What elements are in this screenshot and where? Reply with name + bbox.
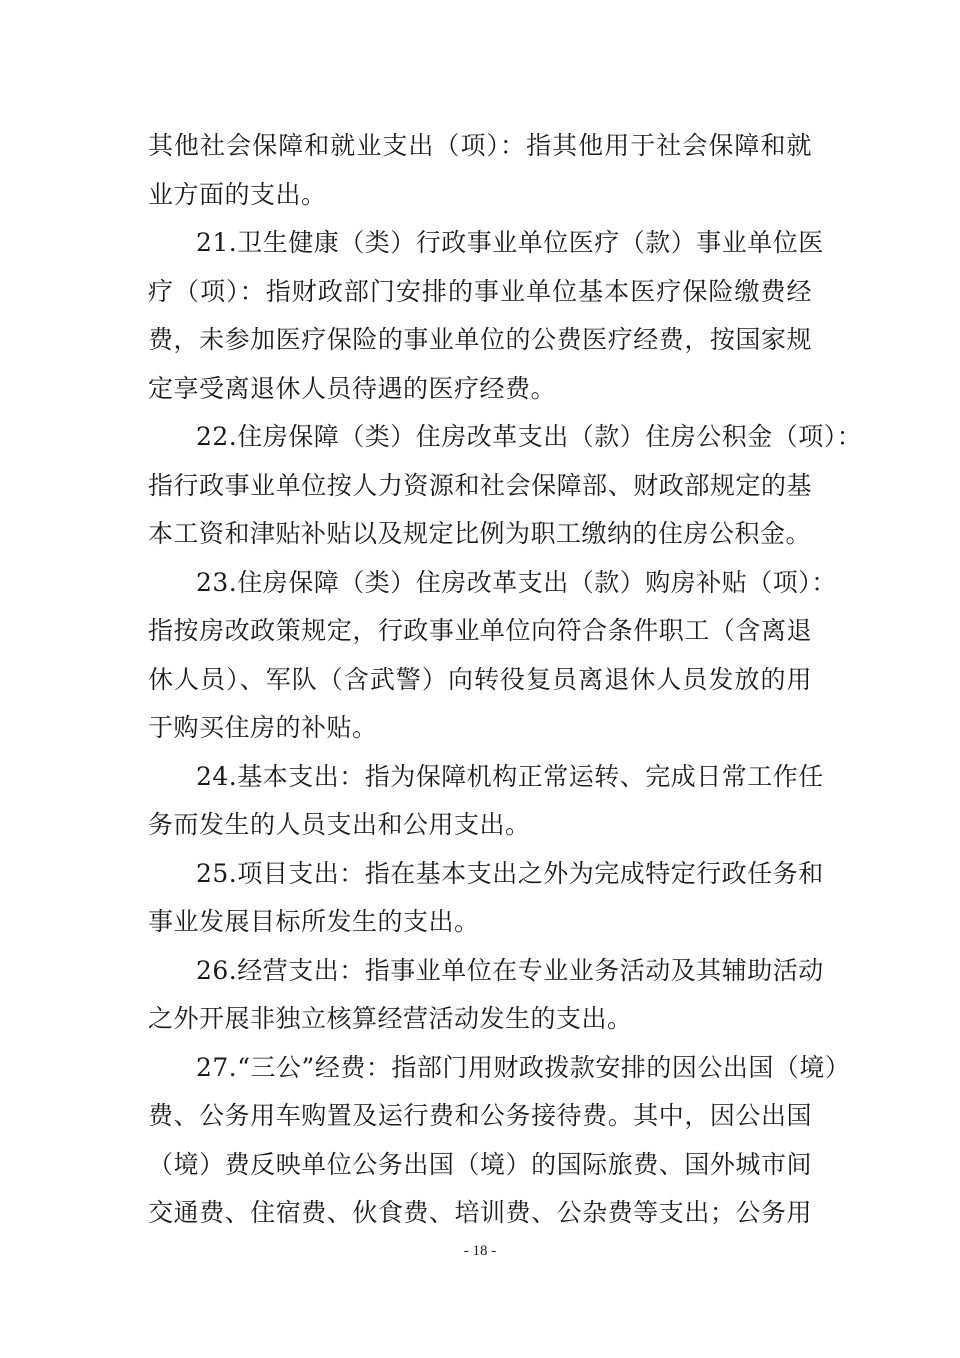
- text-line: 21.卫生健康（类）行政事业单位医疗（款）事业单位医: [196, 228, 824, 257]
- text-line: 本工资和津贴补贴以及规定比例为职工缴纳的住房公积金。: [148, 519, 812, 548]
- text-line: 事业发展目标所发生的支出。: [148, 907, 480, 936]
- text-line: 定享受离退休人员待遇的医疗经费。: [148, 374, 557, 403]
- text-line: 务而发生的人员支出和公用支出。: [148, 810, 531, 839]
- text-line: 疗（项）：指财政部门安排的事业单位基本医疗保险缴费经: [148, 277, 812, 306]
- text-line: 费、公务用车购置及运行费和公务接待费。其中，因公出国: [148, 1101, 812, 1130]
- text-line: 其他社会保障和就业支出（项）：指其他用于社会保障和就: [148, 131, 812, 160]
- text-line: 费，未参加医疗保险的事业单位的公费医疗经费，按国家规: [148, 325, 812, 354]
- text-line: 指行政事业单位按人力资源和社会保障部、财政部规定的基: [148, 471, 812, 500]
- text-line: 于购买住房的补贴。: [148, 713, 378, 742]
- text-line: 24.基本支出：指为保障机构正常运转、完成日常工作任: [196, 762, 824, 791]
- text-line: 26.经营支出：指事业单位在专业业务活动及其辅助活动: [196, 956, 824, 985]
- page-number: - 18 -: [463, 1243, 497, 1259]
- text-line: 22.住房保障（类）住房改革支出（款）住房公积金（项）：: [196, 422, 863, 451]
- text-line: 指按房改政策规定，行政事业单位向符合条件职工（含离退: [148, 616, 812, 645]
- text-line: 之外开展非独立核算经营活动发生的支出。: [148, 1004, 633, 1033]
- text-line: 25.项目支出：指在基本支出之外为完成特定行政任务和: [196, 859, 824, 888]
- text-line: 休人员）、军队（含武警）向转役复员离退休人员发放的用: [148, 665, 812, 694]
- text-line: 业方面的支出。: [148, 180, 327, 209]
- text-line: 27.“三公”经费：指部门用财政拨款安排的因公出国（境）: [196, 1053, 851, 1082]
- text-line: （境）费反映单位公务出国（境）的国际旅费、国外城市间: [148, 1150, 812, 1179]
- text-line: 23.住房保障（类）住房改革支出（款）购房补贴（项）：: [196, 568, 837, 597]
- text-line: 交通费、住宿费、伙食费、培训费、公杂费等支出；公务用: [148, 1198, 812, 1227]
